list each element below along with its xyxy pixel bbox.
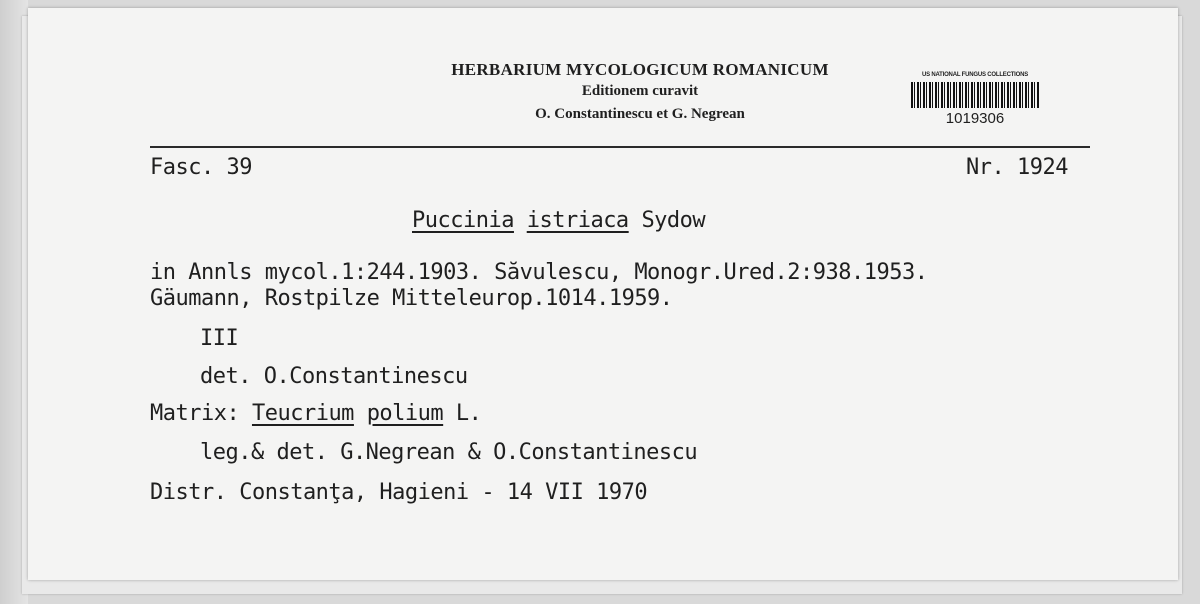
barcode-number: 1019306 bbox=[945, 110, 1005, 127]
label-header bbox=[420, 60, 860, 123]
barcode-caption: US NATIONAL FUNGUS COLLECTIONS bbox=[921, 72, 1029, 78]
taxon-genus: Puccinia bbox=[412, 208, 514, 233]
spore-stage: III bbox=[200, 326, 239, 351]
collector-line: leg.& det. G.Negrean & O.Constantinescu bbox=[200, 440, 698, 465]
herbarium-subtitle: Editionem curavit bbox=[581, 83, 699, 99]
matrix-line bbox=[150, 401, 481, 426]
taxon-name bbox=[412, 208, 705, 233]
barcode-sticker bbox=[906, 72, 1044, 132]
reference-line: in Annls mycol.1:244.1903. Săvulescu, Monogr.Ured.2:938.1953. bbox=[150, 260, 928, 285]
taxon-author: Sydow bbox=[641, 208, 706, 233]
matrix-label: Matrix: bbox=[150, 401, 240, 426]
reference-line: Gäumann, Rostpilze Mitteleurop.1014.1959. bbox=[150, 286, 673, 311]
matrix-genus: Teucrium bbox=[251, 401, 354, 426]
specimen-number: Nr. 1924 bbox=[966, 155, 1068, 180]
locality-line: Distr. Constanţa, Hagieni - 14 VII 1970 bbox=[150, 480, 648, 505]
fascicle-number: Fasc. 39 bbox=[150, 155, 252, 180]
determiner: det. O.Constantinescu bbox=[200, 364, 468, 389]
matrix-author: L. bbox=[455, 401, 482, 426]
taxon-species: istriaca bbox=[526, 208, 629, 233]
header-divider bbox=[150, 146, 1090, 148]
barcode-icon bbox=[911, 82, 1039, 108]
matrix-species: polium bbox=[366, 401, 444, 426]
herbarium-title: HERBARIUM MYCOLOGICUM ROMANICUM bbox=[451, 60, 829, 79]
herbarium-editors: O. Constantinescu et G. Negrean bbox=[535, 106, 745, 122]
